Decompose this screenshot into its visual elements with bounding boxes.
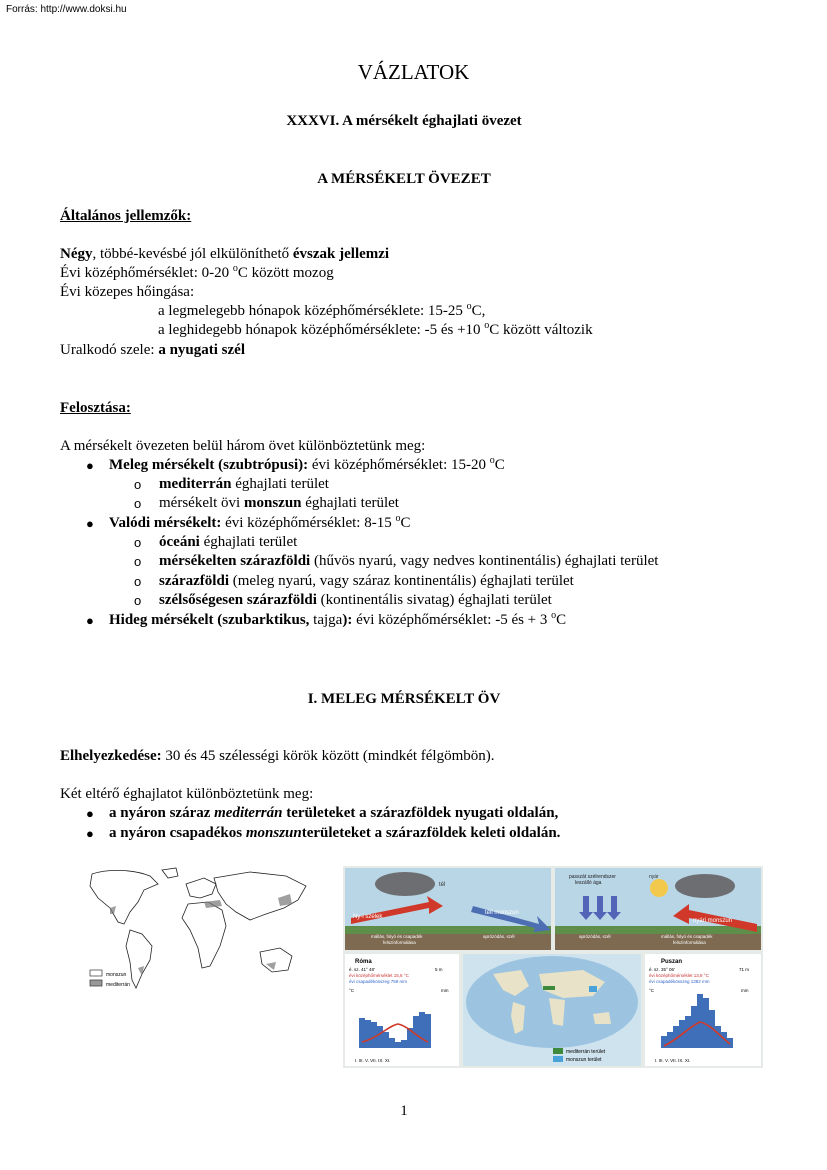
figure-legend-monsoon: monszun terület: [566, 1057, 602, 1063]
general-line-coldest: a leghidegebb hónapok középhőmérséklete: -5 és +10 $^o$C között változik: [158, 320, 593, 338]
europe-shape: [186, 878, 216, 898]
africa-shape: [182, 902, 226, 968]
climate-mediterranean-line: a nyáron száraz mediterrán területeket a szárazföldek nyugati oldalán,: [109, 805, 559, 821]
general-line-mean-temp: Évi középhőmérséklet: 0-20 $^o$C között mozog: [60, 263, 334, 281]
section-heading-warm-temperate: I. MELEG MÉRSÉKELT ÖV: [307, 691, 501, 707]
bullet-icon: ●: [86, 516, 94, 531]
bullet-icon: ●: [86, 806, 94, 821]
east-asia-monsoon-region: [278, 894, 292, 906]
zone-cold-temperate: Hideg mérsékelt (szubarktikus, tajga): évi középhőmérséklet: -5 és + 3 $^o$C: [109, 610, 567, 628]
general-line-wind: Uralkodó szele: a nyugati szél: [60, 342, 245, 358]
south-america-shape: [126, 930, 152, 988]
bullet-icon: ●: [86, 458, 94, 473]
svg-text:71 m: 71 m: [739, 967, 750, 972]
circle-bullet-icon: o: [134, 554, 142, 569]
zone-true-sub-extreme-continental: szélsőségesen szárazföldi (kontinentális sivatag) éghajlati terület: [159, 592, 552, 608]
zone-true-temperate: Valódi mérsékelt: évi középhőmérséklet: 8-15 $^o$C: [109, 513, 411, 531]
svg-text:mm: mm: [441, 988, 449, 993]
puszan-title: Puszan: [661, 959, 683, 965]
figure-legend-mediterranean: mediterrán terület: [566, 1049, 606, 1055]
page-title: VÁZLATOK: [357, 60, 470, 84]
greenland-shape: [162, 868, 178, 878]
svg-text:°C: °C: [349, 988, 355, 993]
svg-text:évi csapadékösszeg 759 mm: évi csapadékösszeg 759 mm: [349, 979, 408, 984]
zone-true-sub-oceanic: óceáni éghajlati terület: [159, 534, 298, 550]
general-line-warmest: a legmelegebb hónapok középhőmérséklete: 15-25 $^o$C,: [158, 301, 486, 319]
svg-text:°C: °C: [649, 988, 655, 993]
map-legend-monsoon: monszun: [106, 972, 127, 978]
svg-text:passzát szélrendszer: passzát szélrendszer: [569, 874, 616, 880]
svg-text:Ny-i szelek: Ny-i szelek: [353, 914, 383, 920]
svg-text:évi csapadékösszeg 1382 mm: évi csapadékösszeg 1382 mm: [649, 979, 710, 984]
bullet-icon: ●: [86, 613, 94, 628]
svg-text:nyár: nyár: [649, 874, 659, 880]
north-america-shape: [90, 870, 158, 924]
svg-text:aprózódás, szél: aprózódás, szél: [483, 934, 515, 939]
svg-text:mm: mm: [741, 988, 749, 993]
general-line-seasons: Négy, többé-kevésbé jól elkülöníthető évszak jellemzi: [60, 246, 390, 262]
circle-bullet-icon: o: [134, 535, 142, 550]
roma-title: Róma: [355, 959, 372, 965]
svg-text:téli monszun: téli monszun: [485, 910, 519, 916]
svg-text:évi középhőmérséklet 15,6 °C: évi középhőmérséklet 15,6 °C: [349, 973, 409, 978]
mediterranean-region: [204, 900, 222, 908]
world-map-image: [80, 864, 312, 1004]
circle-bullet-icon: o: [134, 477, 142, 492]
svg-text:nyári monszun: nyári monszun: [693, 918, 733, 924]
climate-figure-image: [343, 866, 763, 1068]
svg-text:mállás, folyó és csapadék: mállás, folyó és csapadék: [661, 934, 713, 939]
bullet-icon: ●: [86, 826, 94, 841]
svg-text:tél: tél: [439, 882, 446, 888]
svg-text:I. III. V. VII. IX. XI.: I. III. V. VII. IX. XI.: [655, 1058, 691, 1063]
division-heading: Felosztása:: [60, 400, 131, 416]
zone-true-sub-continental: szárazföldi (meleg nyarú, vagy száraz kontinentális) éghajlati terület: [159, 573, 574, 589]
circle-bullet-icon: o: [134, 593, 142, 608]
svg-text:felszínformálása: felszínformálása: [673, 940, 706, 945]
svg-text:évi középhőmérséklet 13,8 °C: évi középhőmérséklet 13,8 °C: [649, 973, 709, 978]
map-legend-mediterranean: mediterrán: [106, 982, 130, 988]
zone-warm-temperate: Meleg mérsékelt (szubtrópusi): évi középhőmérséklet: 15-20 $^o$C: [109, 455, 505, 473]
asia-shape: [214, 872, 306, 920]
zone-warm-sub-mediterranean: mediterrán éghajlati terület: [159, 476, 329, 492]
general-heading: Általános jellemzők:: [60, 208, 192, 224]
svg-text:aprózódás, szél: aprózódás, szél: [579, 934, 611, 939]
source-note: Forrás: http://www.doksi.hu: [6, 4, 127, 15]
circle-bullet-icon: o: [134, 574, 142, 589]
general-line-range: Évi közepes hőingása:: [60, 284, 195, 300]
svg-text:felszínformálása: felszínformálása: [383, 940, 416, 945]
zone-true-sub-moderately-continental: mérsékelten szárazföldi (hűvös nyarú, vagy nedves kontinentális) éghajlati terület: [159, 553, 659, 569]
division-intro: A mérsékelt övezeten belül három övet különböztetünk meg:: [60, 438, 426, 454]
svg-text:é. sz. 35° 06': é. sz. 35° 06': [649, 967, 675, 972]
california-region: [110, 906, 116, 914]
svg-text:I. III. V. VII. IX. XI.: I. III. V. VII. IX. XI.: [355, 1058, 391, 1063]
climate-monsoon-line: a nyáron csapadékos monszunterületeket a szárazföldek keleti oldalán.: [109, 825, 561, 841]
location-line: Elhelyezkedése: 30 és 45 szélességi körök között (mindkét félgömbön).: [60, 748, 495, 764]
page-number: 1: [400, 1103, 408, 1119]
australia-shape: [260, 948, 292, 972]
circle-bullet-icon: o: [134, 496, 142, 511]
zone-warm-sub-monsoon: mérsékelt övi monszun éghajlati terület: [159, 495, 399, 511]
subtitle: XXXVI. A mérsékelt éghajlati övezet: [286, 113, 522, 129]
svg-text:5 m: 5 m: [435, 967, 443, 972]
section-heading-temperate-zone: A MÉRSÉKELT ÖVEZET: [317, 171, 491, 187]
svg-text:é. sz. 41° 48': é. sz. 41° 48': [349, 967, 375, 972]
two-climates-intro: Két eltérő éghajlatot különböztetünk meg:: [60, 786, 314, 802]
svg-text:mállás, folyó és csapadék: mállás, folyó és csapadék: [371, 934, 423, 939]
svg-text:leszálló ága: leszálló ága: [575, 880, 602, 886]
chile-region: [138, 966, 144, 976]
